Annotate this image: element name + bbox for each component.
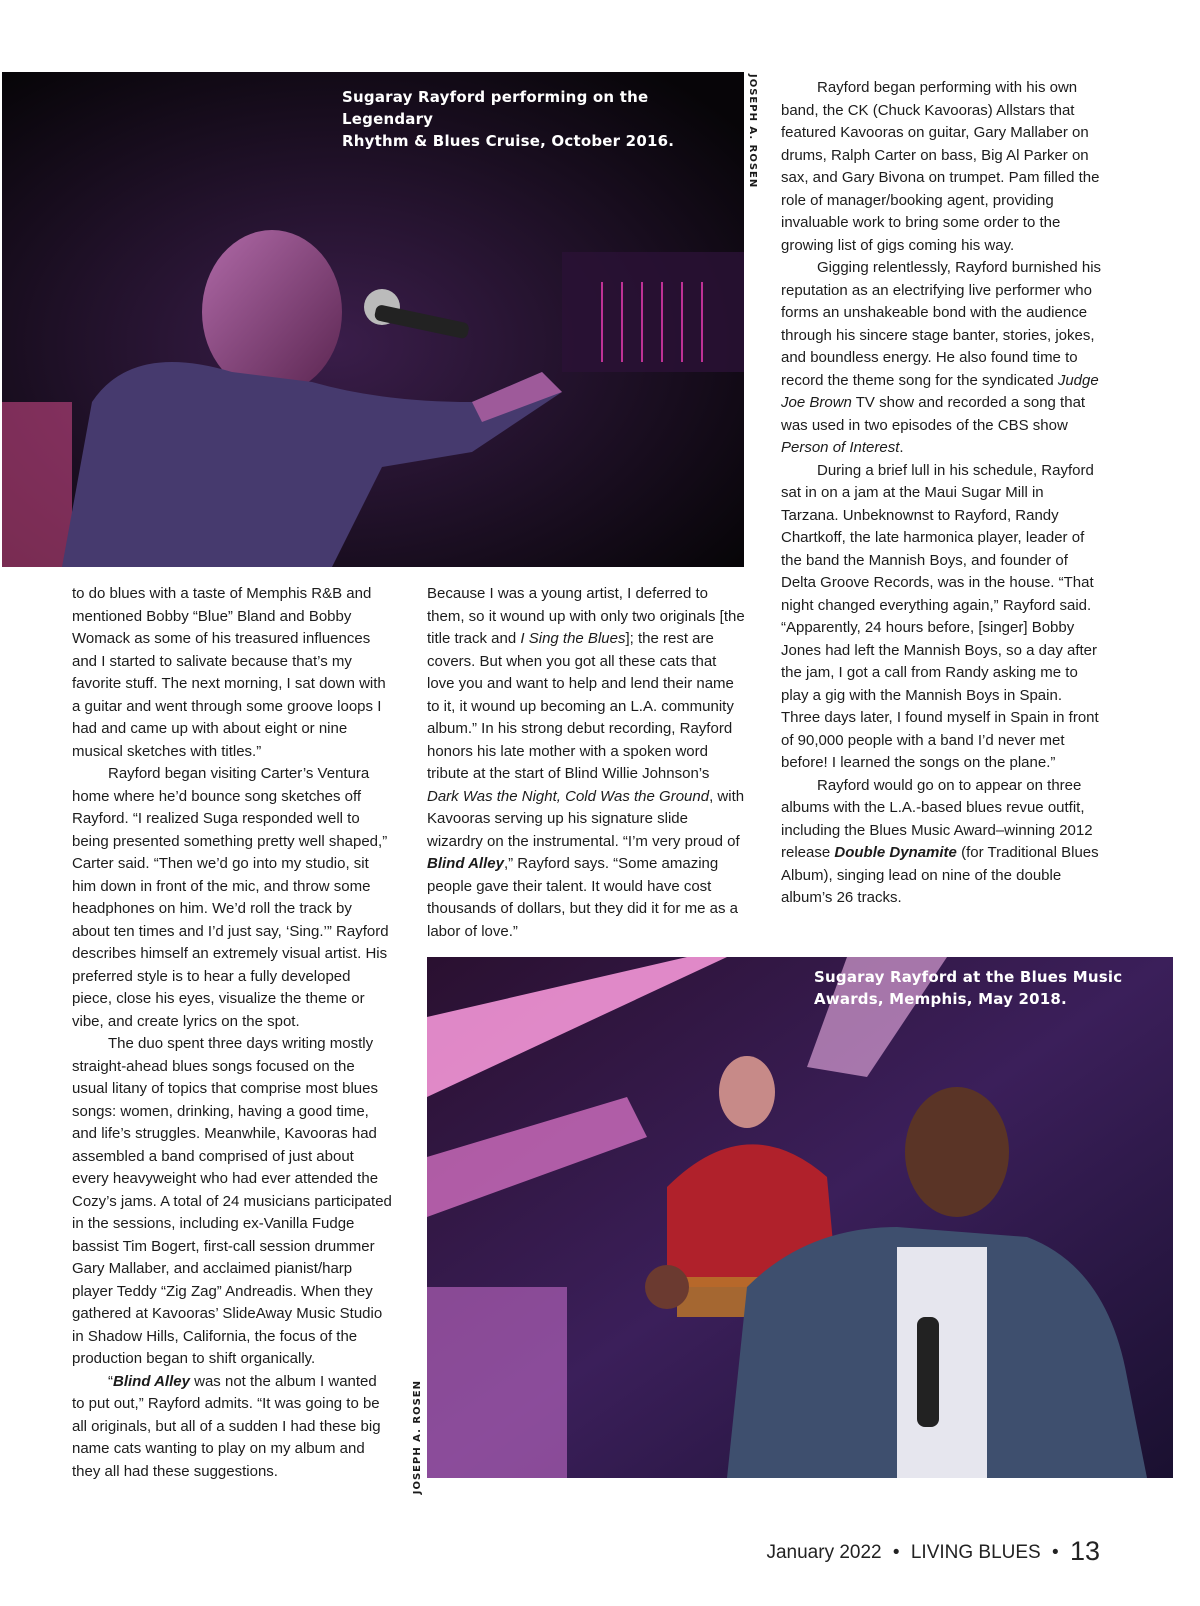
col2-title-blind-alley: Blind Alley [427,855,504,872]
photo1-caption [342,86,732,152]
photo-rayford-blues-awards [427,957,1173,1478]
col2-text-1: Because I was a young artist, I deferred to them, so it wound up with only two originals [the title track and [427,585,745,647]
photo1-caption-line2: Rhythm & Blues Cruise, October 2016. [342,132,675,150]
col3-paragraph-1: Rayford began performing with his own band, the CK (Chuck Kavooras) Allstars that featured Kavooras on guitar, Gary Mallaber on drums, Ralph Carter on bass, Big Al Parker on sax, and Gary Bivona on trumpet. Pam filled the role of manager/booking agent, providing invaluable work to bring some order to the growing list of gigs coming his way. [781,79,1100,254]
photo2-caption [814,966,1154,1010]
col2-text-4: ,” Rayford says. “Some amazing people gave their talent. It would have cost thousands of dollars, but they did it for me as a labor of love.” [427,855,739,940]
page-footer [766,1536,1100,1567]
col3-p4-title-double-dynamite: Double Dynamite [834,844,957,861]
col1-paragraph-1: to do blues with a taste of Memphis R&B and mentioned Bobby “Blue” Bland and Bobby Womack as some of his treasured influences and I started to salivate because that’s my favorite stuff. The next morning, I sat down with a guitar and went through some groove loops I had and came up with about eight or nine musical sketches with titles.” [72,585,386,760]
col3-paragraph-3: During a brief lull in his schedule, Rayford sat in on a jam at the Maui Sugar Mill in Tarzana. Unbeknownst to Rayford, Randy Chartkoff, the late harmonica player, leader of the band the Mannish Boys, and founder of Delta Groove Records, was in the house. “That night changed everything again,” Rayford said. “Apparently, 24 hours before, [singer] Bobby Jones had left the Mannish Boys, so a day after the jam, I got a call from Randy asking me to play a gig with the Mannish Boys in Spain. Three days later, I found myself in Spain in front of 90,000 people with a band I’d never met before! I learned the songs on the plane.” [781,461,1099,771]
magazine-name: LIVING BLUES [910,1542,1041,1563]
col3-paragraph-2 [781,257,1103,460]
col1-paragraph-2: Rayford began visiting Carter’s Ventura home where he’d bounce song sketches off Rayford. “I realized Suga responded well to being presented something pretty well shaped,” Carter said. “Then we’d go into my studio, sit him down in front of the mic, and throw some headphones on him. We’d roll the track by about ten times and I’d just say, ‘Sing.’” Rayford describes himself an extremely visual artist. His preferred style is to hear a fully developed piece, close his eyes, visualize the theme or vibe, and create lyrics on the spot. [72,765,389,1030]
col3-p2-title-judge-joe-brown: Judge Joe Brown [781,371,1099,411]
col3-p4-text-a: Rayford would go on to appear on three albums with the L.A.-based blues revue outfit, including the Blues Music Award–winning 2012 release [781,776,1093,861]
photo2-caption-line2: Awards, Memphis, May 2018. [814,990,1067,1008]
photo1-caption-line1: Sugaray Rayford performing on the Legendary [342,88,649,128]
col1-paragraph-3: The duo spent three days writing mostly straight-ahead blues songs focused on the usual litany of topics that comprise most blues songs: women, drinking, having a good time, and life’s struggles. Meanwhile, Kavooras had assembled a band comprised of just about every heavyweight who had ever attended the Cozy’s jams. A total of 24 musicians participated in the sessions, including ex-Vanilla Fudge bassist Tim Bogert, first-call session drummer Gary Mallaber, and acclaimed pianist/harp player Teddy “Zig Zag” Andreadis. When they gathered at Kavooras’ SlideAway Music Studio in Shadow Hills, California, the focus of the production began to shift organically. [72,1035,392,1367]
col1-paragraph-4 [72,1371,392,1484]
page-number: 13 [1069,1536,1100,1566]
photo2-caption-line1: Sugaray Rayford at the Blues Music [814,968,1123,986]
col3-paragraph-4 [781,775,1103,910]
col3-p2-text-a: Gigging relentlessly, Rayford burnished his reputation as an electrifying live performer who forms an unshakeable bond with the audience through his sincere stage banter, stories, jokes, and boundless energy. He also found time to record the theme song for the syndicated [781,259,1102,389]
col1-p4-open-quote: “ [108,1372,113,1390]
col2-text-2: ]; the rest are covers. But when you got all these cats that love you and want to help and lend their name to it, it wound up becoming an L.A. community album.” In his strong debut recording, Rayford honors his late mother with a spoken word tribute at the start of Blind Willie Johnson’s [427,630,734,782]
photo1-credit: JOSEPH A. ROSEN [747,74,758,189]
col3-p4-text-b: (for Traditional Blues Album), singing lead on nine of the double album’s 26 tracks. [781,844,1099,906]
issue-date: January 2022 [766,1542,882,1563]
article-column-1 [72,583,392,1483]
col3-p2-text-b: TV show and recorded a song that was used in two episodes of the CBS show [781,394,1086,434]
photo2-credit: JOSEPH A. ROSEN [412,1380,423,1495]
col3-p2-text-c: . [899,439,904,456]
article-column-3 [781,77,1103,910]
footer-bullet-1: • [892,1542,900,1563]
footer-bullet-2: • [1052,1542,1059,1563]
col2-text-3: , with Kavooras serving up his signature slide wizardry on the instrumental. “I’m very proud of [427,787,745,850]
col2-paragraph-1 [427,583,745,943]
col2-title-i-sing-the-blues: I Sing the Blues [520,630,626,647]
article-column-2 [427,583,745,943]
col2-title-dark-was-the-night: Dark Was the Night, Cold Was the Ground [427,787,710,805]
col3-p2-title-person-of-interest: Person of Interest [781,439,900,456]
col1-p4-text: was not the album I wanted to put out,” Rayford admits. “It was going to be all originals, but all of a sudden I had these big name cats wanting to play on my album and they all had these suggestions. [72,1372,381,1480]
col1-p4-title-blind-alley: Blind Alley [113,1372,190,1390]
